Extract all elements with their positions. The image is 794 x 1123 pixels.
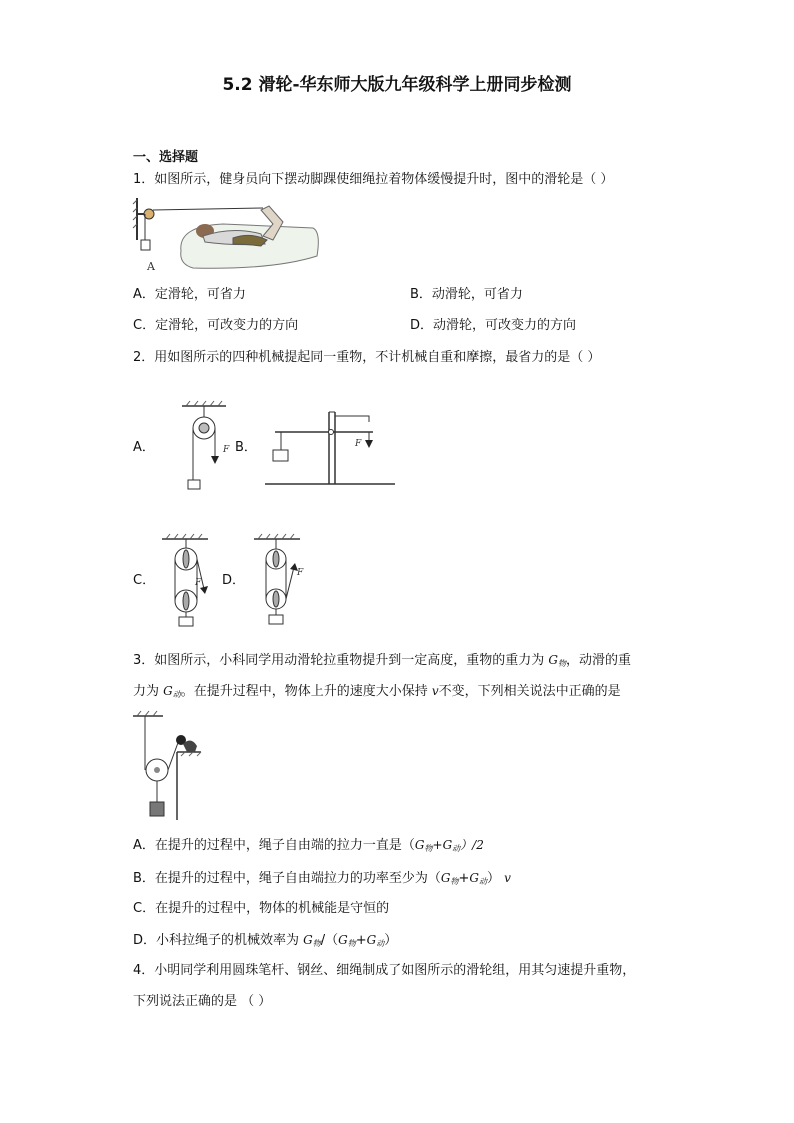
- q2-figure-c: [158, 533, 214, 629]
- q2-label-d: D．: [222, 573, 246, 588]
- q2-c-force-label: F: [195, 578, 202, 588]
- section-heading: 一、选择题: [133, 150, 199, 165]
- q2-d-force-label: F: [297, 568, 304, 578]
- q2-label-c: C．: [133, 573, 156, 588]
- q3-figure: [133, 710, 213, 826]
- q2-figure-a: [178, 400, 234, 492]
- q4-stem-line1: 4．小明同学利用圆珠笔杆、钢丝、细绳制成了如图所示的滑轮组，用其匀速提升重物，: [133, 963, 636, 978]
- q3-option-c: C．在提升的过程中，物体的机械能是守恒的: [133, 901, 390, 916]
- q4-stem-line2: 下列说法正确的是 （ ）: [133, 994, 272, 1009]
- page-title: 5.2 滑轮-华东师大版九年级科学上册同步检测: [222, 75, 572, 95]
- q1-fig-label: A: [147, 260, 155, 273]
- q2-b-force-label: F: [355, 439, 362, 449]
- q2-stem: 2．用如图所示的四种机械提起同一重物，不计机械自重和摩擦，最省力的是（ ）: [133, 350, 601, 365]
- q3-option-b: B．在提升的过程中，绳子自由端拉力的功率至少为$(G_物+G_动)$ v: [133, 871, 511, 886]
- q1-option-c: C．定滑轮，可改变力的方向: [133, 318, 299, 333]
- q1-stem: 1．如图所示，健身员向下摆动脚踝使细绳拉着物体缓慢提升时，图中的滑轮是（ ）: [133, 172, 614, 187]
- q3-option-a: A．在提升的过程中，绳子自由端的拉力一直是$(G_物+G_动)/2$: [133, 838, 484, 853]
- q1-option-a: A．定滑轮，可省力: [133, 287, 246, 302]
- q2-label-a: A．: [133, 440, 155, 455]
- q2-figure-d: [250, 533, 310, 629]
- q3-option-d: D．小科拉绳子的机械效率为 $G_物/(G_物+G_动)$: [133, 933, 398, 948]
- q3-stem-line2: 力为 $G_动$。在提升过程中，物体上升的速度大小保持 v不变，下列相关说法中正确的是: [133, 684, 621, 699]
- q3-stem-line1: 3．如图所示，小科同学用动滑轮拉重物提升到一定高度，重物的重力为 $G_物$，动滑的重: [133, 653, 632, 668]
- q2-label-b: B．: [235, 440, 257, 455]
- q1-option-d: D．动滑轮，可改变力的方向: [410, 318, 577, 333]
- q1-figure: [133, 196, 343, 276]
- q2-a-force-label: F: [223, 445, 230, 455]
- q1-option-b: B．动滑轮，可省力: [410, 287, 523, 302]
- q2-figure-b: [265, 408, 395, 488]
